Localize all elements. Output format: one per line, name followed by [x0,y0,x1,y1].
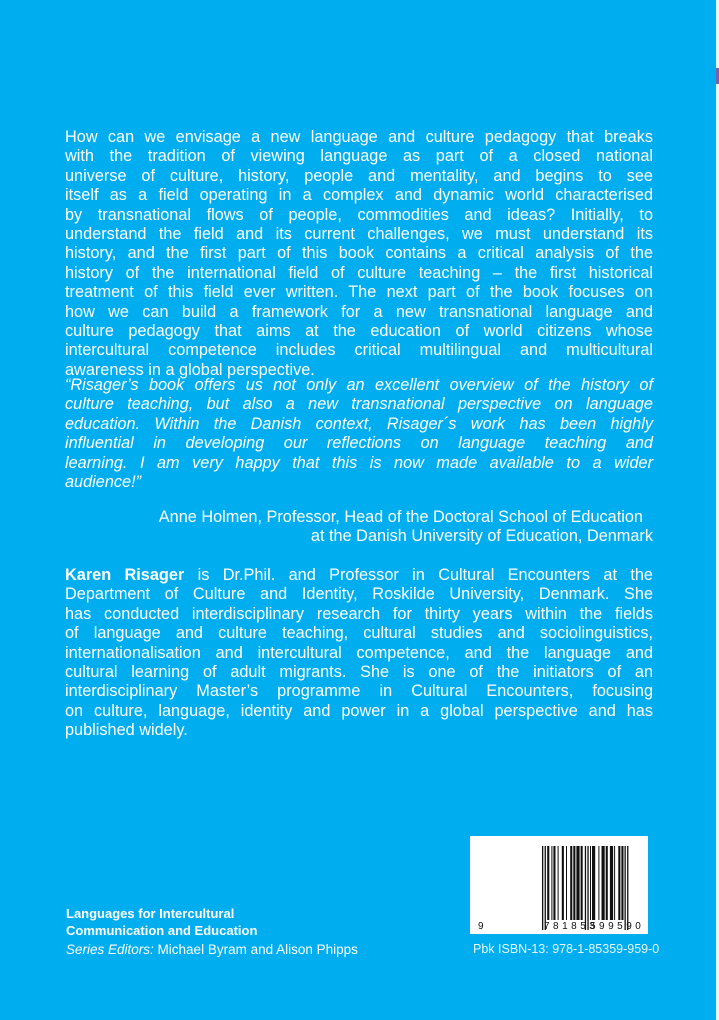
description-line: intercultural competence includes critical multilingual and multicultural [65,341,653,360]
series-editors [66,941,358,958]
barcode-bar [598,846,599,920]
guard-bar [627,846,628,930]
barcode-bar [570,846,572,920]
barcode-bar [576,846,579,920]
quote-line: influential in developing our reflections on language teaching and [65,434,653,453]
author-bio [65,566,653,741]
editors-label: Series Editors: [66,942,154,957]
guard-bar [545,846,546,930]
guard-bar [587,846,588,930]
guard-bar [585,846,586,930]
barcode-bar [590,846,591,920]
description-line: history, and the first part of this book contains a critical analysis of the [65,244,653,263]
barcode-bar [610,846,613,920]
bio-text: is Dr.Phil. and Professor in Cultural Encounters at the [184,566,653,584]
endorsement-quote [65,376,653,492]
barcode-digits: 9 [478,921,488,932]
barcode-bar [553,846,555,920]
guard-bar [542,846,543,930]
description-line: itself as a field operating in a complex and dynamic world characterised [65,186,653,205]
quote-line: audience!” [65,473,142,492]
barcode-bars [470,836,648,934]
editors-names: Michael Byram and Alison Phipps [153,942,358,957]
attribution-line: Anne Holmen, Professor, Head of the Doctoral School of Education [158,508,643,526]
quote-attribution [65,508,653,547]
barcode-bar [618,846,620,920]
description-line: How can we envisage a new language and culture pedagogy that breaks [65,128,653,146]
description-line: culture pedagogy that aims at the education of world citizens whose [65,322,653,341]
barcode-bar [551,846,552,920]
guard-bar [625,846,626,930]
barcode-bar [547,846,549,920]
isbn-barcode [470,836,648,934]
bio-line: interdisciplinary Master’s programme in Cultural Encounters, focusing [65,682,653,701]
barcode-digits: 781853 [544,921,599,932]
attribution-line: at the Danish University of Education, Denmark [310,527,653,546]
bio-line: published widely. [65,721,188,740]
bio-line: of language and culture teaching, cultural studies and sociolinguistics, [65,624,653,643]
series-info [66,905,358,958]
description-line: awareness in a global perspective. [65,360,315,379]
bio-line: on culture, language, identity and power in a global perspective and has [65,701,653,720]
barcode-bar [592,846,595,920]
description-line: treatment of this field ever written. The next part of the book focuses on [65,283,653,302]
barcode-bar [621,846,623,920]
description-line: universe of culture, history, people and mentality, and begins to see [65,166,653,185]
description-line: by transnational flows of people, commodities and ideas? Initially, to [65,205,653,224]
book-description [65,128,653,380]
quote-line: “Risager’s book offers us not only an excellent overview of the history of [65,376,653,394]
bio-line: cultural learning of adult migrants. She is one of the initiators of an [65,663,653,682]
barcode-bar [566,846,567,920]
quote-line: education. Within the Danish context, Risager´s work has been highly [65,414,653,433]
description-line: with the tradition of viewing language as part of a closed national [65,147,653,166]
quote-line: learning. I am very happy that this is now made available to a wider [65,453,653,472]
isbn-text: Pbk ISBN-13: 978-1-85359-959-0 [473,942,660,956]
description-line: history of the international field of culture teaching – the first historical [65,263,653,282]
barcode-bar [562,846,564,920]
description-line: understand the field and its current challenges, we must understand its [65,225,653,244]
bio-line [65,566,653,585]
barcode-bar [614,846,615,920]
barcode-digits: 599590 [590,921,645,932]
series-title-line: Communication and Education [66,923,258,938]
barcode-bar [558,846,559,920]
barcode-bar [573,846,575,920]
bio-line: has conducted interdisciplinary research for thirty years within the fields [65,604,653,623]
bio-line: Department of Culture and Identity, Roskilde University, Denmark. She [65,585,653,604]
series-title-line: Languages for Intercultural [66,906,235,921]
barcode-bar [606,846,608,920]
bio-line: internationalisation and intercultural competence, and the language and [65,643,653,662]
author-name: Karen Risager [65,566,185,584]
barcode-bar [581,846,583,920]
barcode-bar [602,846,605,920]
quote-line: culture teaching, but also a new transnational perspective on language [65,395,653,414]
description-line: how we can build a framework for a new transnational language and [65,302,653,321]
